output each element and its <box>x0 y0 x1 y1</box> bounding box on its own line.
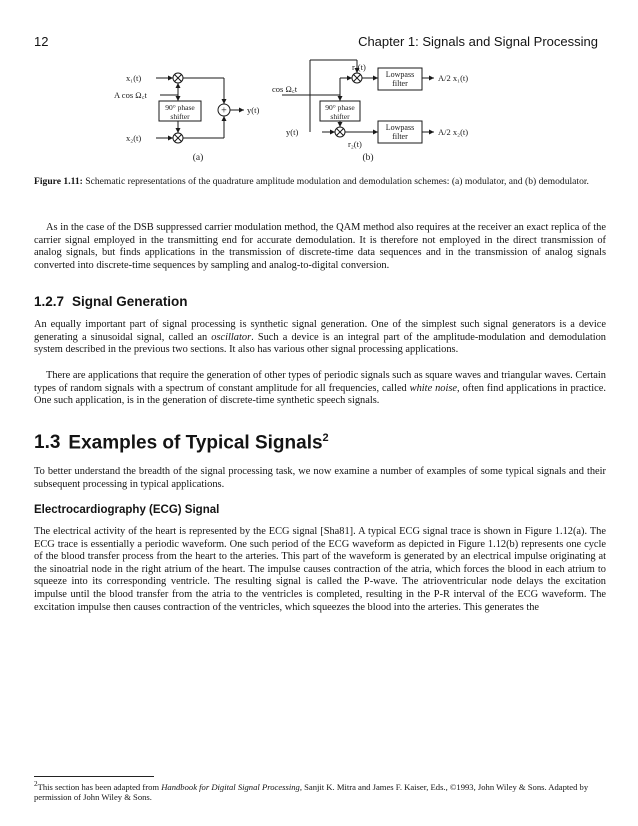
fig-a-label: (a) <box>192 153 204 163</box>
fig-b-carrier: cos Ω꜀t <box>272 84 298 94</box>
fig-a-shifter-line1: 90° phase <box>165 103 195 112</box>
fig-b-output-2: A/2 x₂(t) <box>438 127 469 137</box>
paragraph-qam: As in the case of the DSB suppressed carrier modulation method, the QAM method also requires at the receiver an exact replica of the carrier signal employed in the transmitting end for accurate demodulation. It is therefore not employed in the direct transmission of analog signals, but finds applications in the transmission of discrete-time data sequences and in the transmission of analog signals converted into discrete-time sequences by sampling and analog-to-digital conversion. <box>34 222 606 271</box>
fig-a-output: y(t) <box>247 105 260 115</box>
fig-a-input-1: x₁(t) <box>126 73 142 83</box>
text-run: . Such a device is an integral part of the amplitude-modulation and demodulation system described in the previous two sections. It also has various other signal processing applications. <box>34 331 606 356</box>
section-heading-1-2-7 <box>34 294 188 309</box>
section-number: 1.3 <box>34 432 61 454</box>
section-number: 1.2.7 <box>34 294 65 309</box>
footnote-book-title: Handbook for Digital Signal Processing <box>161 781 300 792</box>
fig-b-label: (b) <box>362 153 374 163</box>
footnote-number: 2 <box>34 780 38 788</box>
section-heading-1-3 <box>34 432 329 454</box>
paragraph-examples-intro: To better understand the breadth of the signal processing task, we now examine a number of examples of some typical signals and their subsequent processing in typical applications. <box>34 466 606 490</box>
section-title: Signal Generation <box>72 294 188 309</box>
fig-b-lowpass-2-line1: Lowpass <box>385 123 415 132</box>
fig-b-r2: r₂(t) <box>348 139 362 149</box>
footnote-marker: 2 <box>322 432 329 444</box>
subsection-heading-ecg: Electrocardiography (ECG) Signal <box>34 504 220 516</box>
fig-a-carrier: A cos Ω꜀t <box>114 90 147 100</box>
emphasis-oscillator: oscillator <box>211 331 252 343</box>
fig-b-input: y(t) <box>286 127 299 137</box>
running-header: Chapter 1: Signals and Signal Processing <box>358 34 598 49</box>
footnote <box>34 779 606 803</box>
page-number: 12 <box>34 34 49 49</box>
section-title: Examples of Typical Signals <box>68 432 323 454</box>
text-run: An equally important part of signal processing is synthetic signal generation. One of the simplest such signal generators is a device generating a sinusoidal signal, called an <box>34 319 606 343</box>
text-run: There are applications that require the generation of other types of periodic signals such as square waves and triangular waves. Certain types of random signals with a spectrum of constant amplitude for all frequencies, called <box>34 370 606 394</box>
fig-b-shifter-line2: shifter <box>330 112 350 121</box>
text-run: , often find applications in practice. One such application, is in the generation of discrete-time synthetic speech signals. <box>34 382 607 407</box>
fig-b-r1: r₁(t) <box>352 62 366 72</box>
fig-b-shifter-line1: 90° phase <box>325 103 355 112</box>
fig-b-lowpass-2-line2: filter <box>392 132 408 141</box>
footnote-rule <box>34 776 154 777</box>
figure-1-11 <box>0 50 638 170</box>
caption-text: Schematic representations of the quadrature amplitude modulation and demodulation schemes: (a) modulator, and (b) demodulator. <box>85 176 589 187</box>
figure-caption <box>34 176 606 188</box>
paragraph-signal-generation <box>34 319 606 357</box>
fig-a-shifter-line2: shifter <box>170 112 190 121</box>
fig-a-adder: + <box>221 105 227 117</box>
text-run: , Sanjit K. Mitra and James F. Kaiser, Eds., ©1993, John Wiley & Sons. Adapted by permission of John Wiley & Sons. <box>34 781 589 803</box>
fig-b-lowpass-1-line2: filter <box>392 79 408 88</box>
paragraph-periodic-signals <box>34 370 606 408</box>
text-run: This section has been adapted from <box>37 781 162 792</box>
fig-b-lowpass-1-line1: Lowpass <box>385 70 415 79</box>
fig-b-output-1: A/2 x₁(t) <box>438 73 469 83</box>
emphasis-white-noise: white noise <box>409 382 458 394</box>
caption-label: Figure 1.11: <box>34 176 83 187</box>
paragraph-ecg: The electrical activity of the heart is represented by the ECG signal [Sha81]. A typical ECG signal trace is shown in Figure 1.12(a). The ECG trace is essentially a periodic waveform. One such period of the ECG waveform as depicted in Figure 1.12(b) represents one cycle of the blood transfer process from the heart to the arteries. This part of the waveform is generated by an electrical impulse originating at the sinoatrial node in the right atrium of the heart. The impulse causes contraction of the atria, which forces the blood in each atrium to squeeze into its corresponding ventricle. The resulting signal is called the P-wave. The atrioventricular node delays the excitation impulse until the blood transfer from the atria to the ventricles is completed, resulting in the P-R interval of the ECG waveform. The excitation impulse then causes contraction of the ventricles, which squeezes the blood into the arteries. This generates the <box>34 526 606 613</box>
fig-a-input-2: x₂(t) <box>126 133 142 143</box>
